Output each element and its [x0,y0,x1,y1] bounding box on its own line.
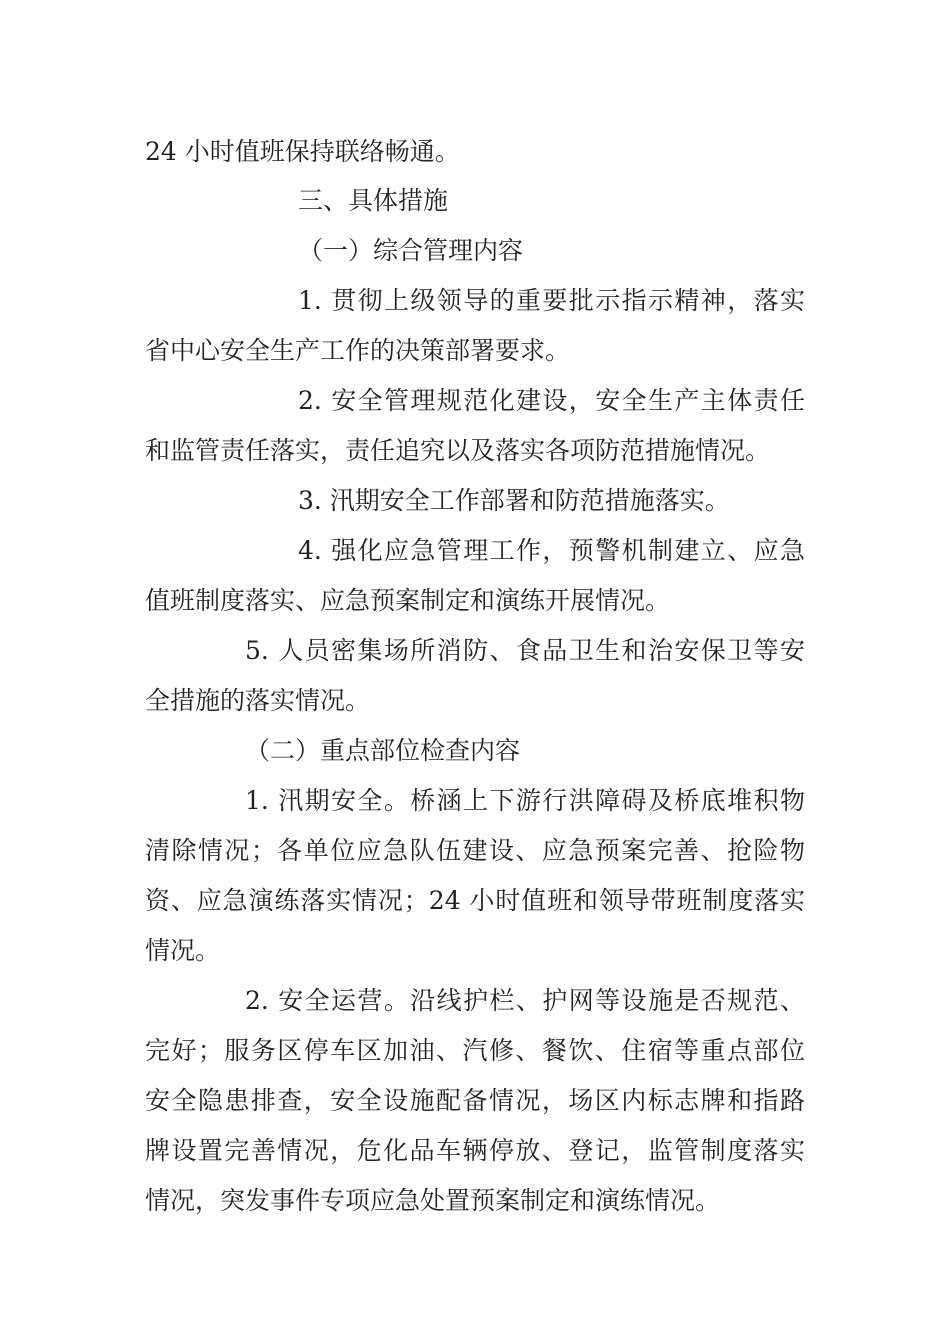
paragraph-line: 情况，突发事件专项应急处置预案制定和演练情况。 [145,1186,721,1215]
paragraph-line: 4. 强化应急管理工作，预警机制建立、应急 [298,536,805,565]
paragraph-line: 5. 人员密集场所消防、食品卫生和治安保卫等安 [245,636,805,665]
paragraph-line: 2. 安全管理规范化建设，安全生产主体责任 [298,386,805,415]
paragraph-line: 全措施的落实情况。 [145,686,371,715]
paragraph-line: 1. 贯彻上级领导的重要批示指示精神，落实 [298,286,805,315]
paragraph-line: 安全隐患排查，安全设施配备情况，场区内标志牌和指路 [145,1086,805,1115]
paragraph-line: 和监管责任落实，责任追究以及落实各项防范措施情况。 [145,436,771,465]
paragraph-line: 清除情况；各单位应急队伍建设、应急预案完善、抢险物 [145,836,805,865]
paragraph-line: 1. 汛期安全。桥涵上下游行洪障碍及桥底堆积物 [245,786,805,815]
paragraph-line: 2. 安全运营。沿线护栏、护网等设施是否规范、 [245,986,805,1015]
paragraph-line: 完好；服务区停车区加油、汽修、餐饮、住宿等重点部位 [145,1036,805,1065]
paragraph-line: 牌设置完善情况，危化品车辆停放、登记，监管制度落实 [145,1136,805,1165]
subsection-heading: （一）综合管理内容 [298,236,524,265]
paragraph-line: 值班制度落实、应急预案制定和演练开展情况。 [145,586,671,615]
subsection-heading: （二）重点部位检查内容 [245,736,521,765]
paragraph-line: 3. 汛期安全工作部署和防范措施落实。 [298,486,730,515]
paragraph-line: 资、应急演练落实情况；24 小时值班和领导带班制度落实 [145,886,805,915]
paragraph-line: 情况。 [145,936,221,965]
paragraph-line: 24 小时值班保持联络畅通。 [145,137,460,166]
paragraph-line: 省中心安全生产工作的决策部署要求。 [145,336,571,365]
section-heading: 三、具体措施 [298,186,449,215]
